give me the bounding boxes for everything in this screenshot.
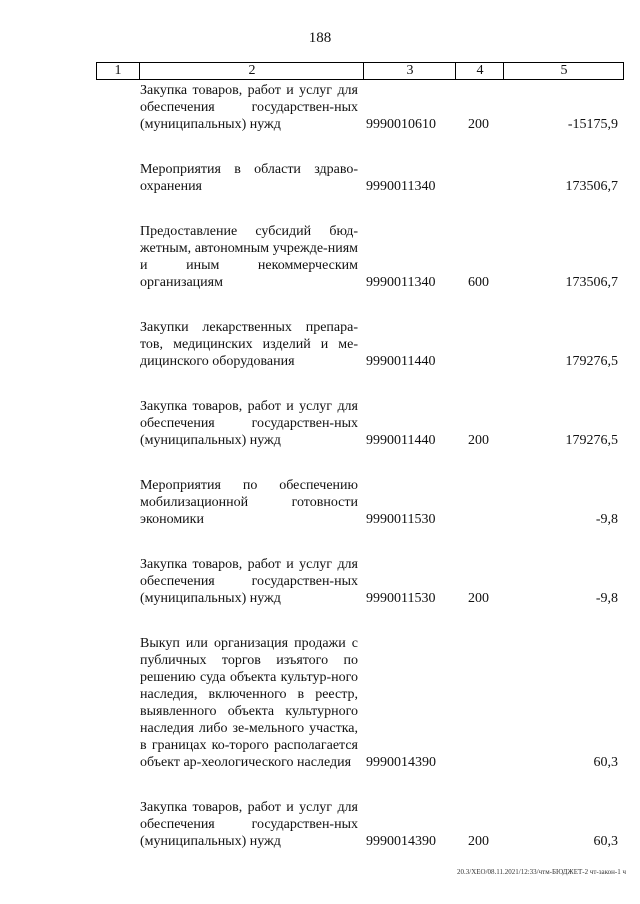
row-code: 9990011340 (366, 275, 436, 290)
row-amount: 179276,5 (565, 433, 618, 448)
row-description: Закупка товаров, работ и услуг для обеспечения государствен-ных (муниципальных) нужд (140, 557, 358, 606)
row-description: Предоставление субсидий бюд-жетным, автономным учрежде-ниям и иным некоммерческим организациям (140, 224, 358, 290)
row-code: 9990011530 (366, 512, 436, 527)
table-row (0, 477, 640, 528)
row-amount: -15175,9 (567, 117, 618, 132)
row-amount: 60,3 (593, 834, 618, 849)
row-code: 9990010610 (366, 117, 436, 132)
header-col-5: 5 (503, 63, 624, 79)
row-code: 9990014390 (366, 755, 436, 770)
row-code: 9990011440 (366, 433, 436, 448)
header-col-2: 2 (139, 63, 364, 79)
row-type: 200 (468, 834, 489, 849)
row-description: Закупка товаров, работ и услуг для обеспечения государствен-ных (муниципальных) нужд (140, 83, 358, 132)
table-row (0, 223, 640, 291)
row-type: 200 (468, 117, 489, 132)
header-col-3: 3 (363, 63, 456, 79)
row-amount: 173506,7 (565, 179, 618, 194)
table-row (0, 556, 640, 607)
row-type: 200 (468, 591, 489, 606)
row-description: Мероприятия в области здраво-охранения (140, 162, 358, 194)
row-description: Закупка товаров, работ и услуг для обеспечения государствен-ных (муниципальных) нужд (140, 800, 358, 849)
row-description: Выкуп или организация продажи с публичных торгов изъятого по решению суда объекта культур-ного наследия, включенного в реестр, выявленного объекта культурного наследия либо зе-мельного участка, в границах ко-торого располагается объект ар-хеологического наследия (140, 636, 358, 770)
row-code: 9990011340 (366, 179, 436, 194)
header-col-1: 1 (114, 63, 122, 78)
table-row (0, 161, 640, 195)
row-amount: 179276,5 (565, 354, 618, 369)
row-description: Мероприятия по обеспечению мобилизационной готовности экономики (140, 478, 358, 527)
row-type: 600 (468, 275, 489, 290)
row-amount: -9,8 (595, 591, 618, 606)
table-header (96, 62, 624, 80)
row-code: 9990011530 (366, 591, 436, 606)
document-stamp: 20.3/ХЕО/08.11.2021/12:33/чтм-БЮДЖЕТ-2 чт-закон-1 ч (457, 868, 626, 876)
row-code: 9990014390 (366, 834, 436, 849)
page-number: 188 (308, 30, 332, 46)
table-row (0, 635, 640, 771)
row-type: 200 (468, 433, 489, 448)
table-body (0, 82, 640, 878)
row-description: Закупки лекарственных препара-тов, медицинских изделий и ме-дицинского оборудования (140, 320, 358, 369)
row-code: 9990011440 (366, 354, 436, 369)
table-row (0, 799, 640, 850)
table-row (0, 319, 640, 370)
table-row (0, 82, 640, 133)
row-amount: 173506,7 (565, 275, 618, 290)
header-col-4: 4 (455, 63, 504, 79)
table-row (0, 398, 640, 449)
row-amount: -9,8 (595, 512, 618, 527)
row-description: Закупка товаров, работ и услуг для обеспечения государствен-ных (муниципальных) нужд (140, 399, 358, 448)
row-amount: 60,3 (593, 755, 618, 770)
